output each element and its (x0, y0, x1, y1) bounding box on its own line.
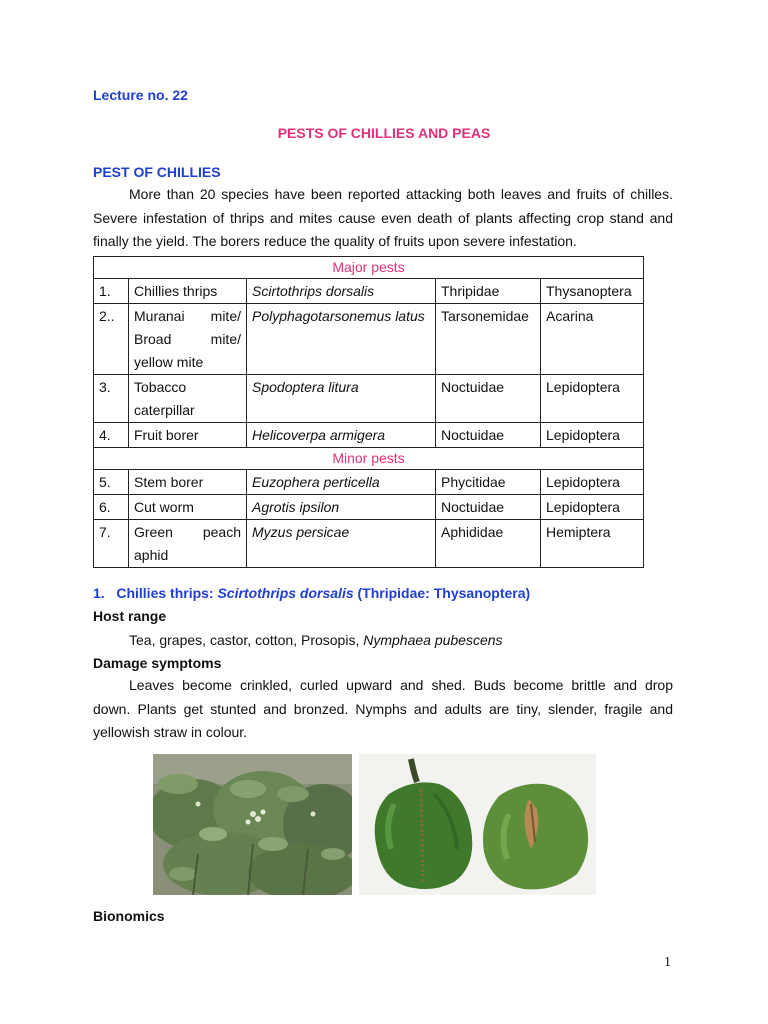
pest-number: 7. (94, 520, 129, 568)
pest-order: Lepidoptera (541, 495, 644, 520)
pest-number: 2.. (94, 304, 129, 375)
damage-line-3: yellowish straw in colour. (93, 724, 248, 740)
pest-row (94, 520, 644, 568)
pest-common-name-line: Stem borer (134, 474, 204, 490)
pest-family: Noctuidae (436, 423, 541, 448)
bionomics-heading: Bionomics (93, 908, 165, 924)
pest-order: Thysanoptera (541, 279, 644, 304)
pest-common-name-line: Broad mite/ (134, 331, 241, 347)
pest-row (94, 495, 644, 520)
pest-common-name-line: caterpillar (134, 402, 195, 418)
thrips-heading-prefix: 1. Chillies thrips: (93, 585, 218, 601)
pests-table (93, 256, 644, 568)
host-range-list: Tea, grapes, castor, cotton, Prosopis, (129, 632, 364, 648)
minor-pests-label: Minor pests (94, 448, 644, 470)
thrips-heading-suffix: (Thripidae: Thysanoptera) (353, 585, 531, 601)
pest-common-name (129, 423, 247, 448)
pest-family: Noctuidae (436, 375, 541, 423)
intro-line-1: More than 20 species have been reported attacking both leaves and fruits of chilles. (129, 186, 673, 202)
pest-common-name-line: Chillies thrips (134, 283, 218, 299)
pest-common-name-line: Green peach (134, 524, 241, 540)
host-range-heading: Host range (93, 608, 167, 624)
pest-number: 1. (94, 279, 129, 304)
minor-pests-header-row (94, 448, 644, 470)
pest-common-name (129, 375, 247, 423)
pest-scientific-name: Polyphagotarsonemus latus (247, 304, 436, 375)
pest-row (94, 279, 644, 304)
pest-number: 5. (94, 470, 129, 495)
host-range-text (129, 632, 503, 649)
chilli-plant-photo (153, 754, 352, 895)
pest-common-name (129, 495, 247, 520)
pest-row (94, 423, 644, 448)
pest-family: Tarsonemidae (436, 304, 541, 375)
pest-scientific-name: Spodoptera litura (247, 375, 436, 423)
pest-row (94, 470, 644, 495)
infested-fruit-photo (359, 754, 596, 895)
pest-family: Noctuidae (436, 495, 541, 520)
pest-order: Acarina (541, 304, 644, 375)
pest-order: Lepidoptera (541, 423, 644, 448)
damage-line-1: Leaves become crinkled, curled upward and shed. Buds become brittle and drop (129, 677, 673, 693)
damage-paragraph (93, 674, 673, 745)
thrips-heading-sci: Scirtothrips dorsalis (217, 585, 354, 601)
pest-common-name-line: aphid (134, 547, 169, 563)
pest-common-name-line: Muranai mite/ (134, 308, 241, 324)
pest-family: Thripidae (436, 279, 541, 304)
page-title: PESTS OF CHILLIES AND PEAS (277, 125, 491, 141)
pest-order: Lepidoptera (541, 375, 644, 423)
intro-line-3: finally the yield. The borers reduce the quality of fruits upon severe infestation. (93, 233, 577, 249)
pest-order: Lepidoptera (541, 470, 644, 495)
pest-order: Hemiptera (541, 520, 644, 568)
pest-scientific-name: Helicoverpa armigera (247, 423, 436, 448)
pest-row (94, 304, 644, 375)
infested-fruit-illustration (359, 754, 596, 895)
pest-common-name-line: Cut worm (134, 499, 194, 515)
pest-scientific-name: Myzus persicae (247, 520, 436, 568)
pest-number: 3. (94, 375, 129, 423)
major-pests-label: Major pests (94, 257, 644, 279)
pest-common-name-line: Fruit borer (134, 427, 199, 443)
lecture-number: Lecture no. 22 (93, 87, 188, 103)
pest-scientific-name: Scirtothrips dorsalis (247, 279, 436, 304)
pest-common-name (129, 520, 247, 568)
pest-number: 4. (94, 423, 129, 448)
intro-paragraph (93, 183, 673, 254)
chilli-plant-illustration (153, 754, 352, 895)
pest-common-name (129, 470, 247, 495)
pest-scientific-name: Agrotis ipsilon (247, 495, 436, 520)
pest-common-name-line: yellow mite (134, 354, 204, 370)
pest-scientific-name: Euzophera perticella (247, 470, 436, 495)
pest-common-name-line: Tobacco (134, 379, 187, 395)
page-number: 1 (664, 955, 671, 970)
pest-common-name (129, 304, 247, 375)
thrips-heading (93, 585, 530, 602)
damage-line-2: down. Plants get stunted and bronzed. Nymphs and adults are tiny, slender, fragile and (93, 700, 673, 717)
pest-common-name (129, 279, 247, 304)
pest-row (94, 375, 644, 423)
pest-number: 6. (94, 495, 129, 520)
pest-family: Phycitidae (436, 470, 541, 495)
section-heading: PEST OF CHILLIES (93, 164, 221, 180)
host-range-sci: Nymphaea pubescens (363, 632, 503, 648)
intro-line-2: Severe infestation of thrips and mites cause even death of plants affecting crop stand and (93, 209, 673, 226)
major-pests-header-row (94, 257, 644, 279)
damage-heading: Damage symptoms (93, 655, 222, 671)
pest-family: Aphididae (436, 520, 541, 568)
